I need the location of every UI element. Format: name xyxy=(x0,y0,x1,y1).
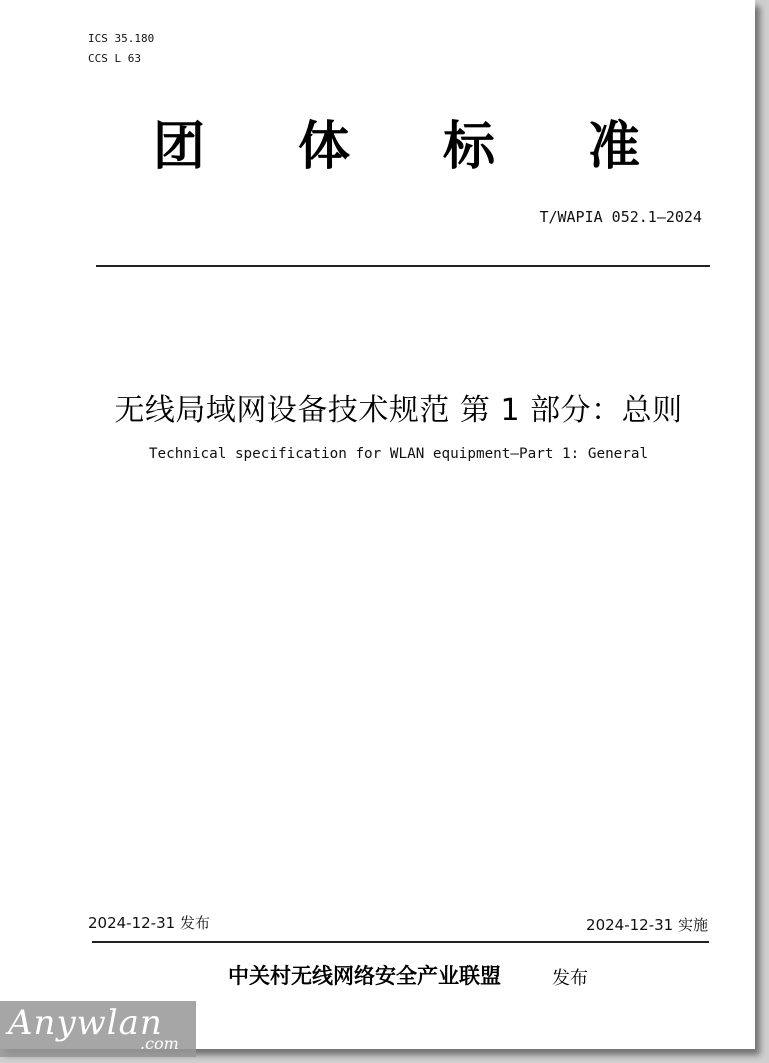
standard-type-char: 标 xyxy=(443,117,496,177)
title-english: Technical specification for WLAN equipment—Part 1: General xyxy=(148,446,649,462)
title-chinese: 无线局域网设备技术规范 第 1 部分：总则 xyxy=(114,393,683,428)
watermark-domain: .com xyxy=(140,1034,179,1053)
standard-type-char: 准 xyxy=(588,117,641,177)
standard-type-char: 体 xyxy=(298,117,351,177)
publisher-name: 中关村无线网络安全产业联盟 xyxy=(228,964,501,988)
top-divider xyxy=(96,265,710,267)
standard-type-heading xyxy=(0,112,755,182)
standard-number: T/WAPIA 052.1—2024 xyxy=(539,208,702,226)
classification-codes xyxy=(88,29,154,69)
implementation-date: 2024-12-31 实施 xyxy=(586,916,708,934)
ics-code: ICS 35.180 xyxy=(88,32,155,45)
watermark-logo xyxy=(0,1001,196,1057)
watermark-logo-text: Anywlan xyxy=(8,1003,163,1043)
standard-type-char: 团 xyxy=(153,117,206,177)
publisher-action: 发布 xyxy=(552,968,588,989)
ccs-code: CCS L 63 xyxy=(88,52,141,65)
bottom-divider xyxy=(92,941,709,943)
issue-date: 2024-12-31 发布 xyxy=(88,914,210,932)
